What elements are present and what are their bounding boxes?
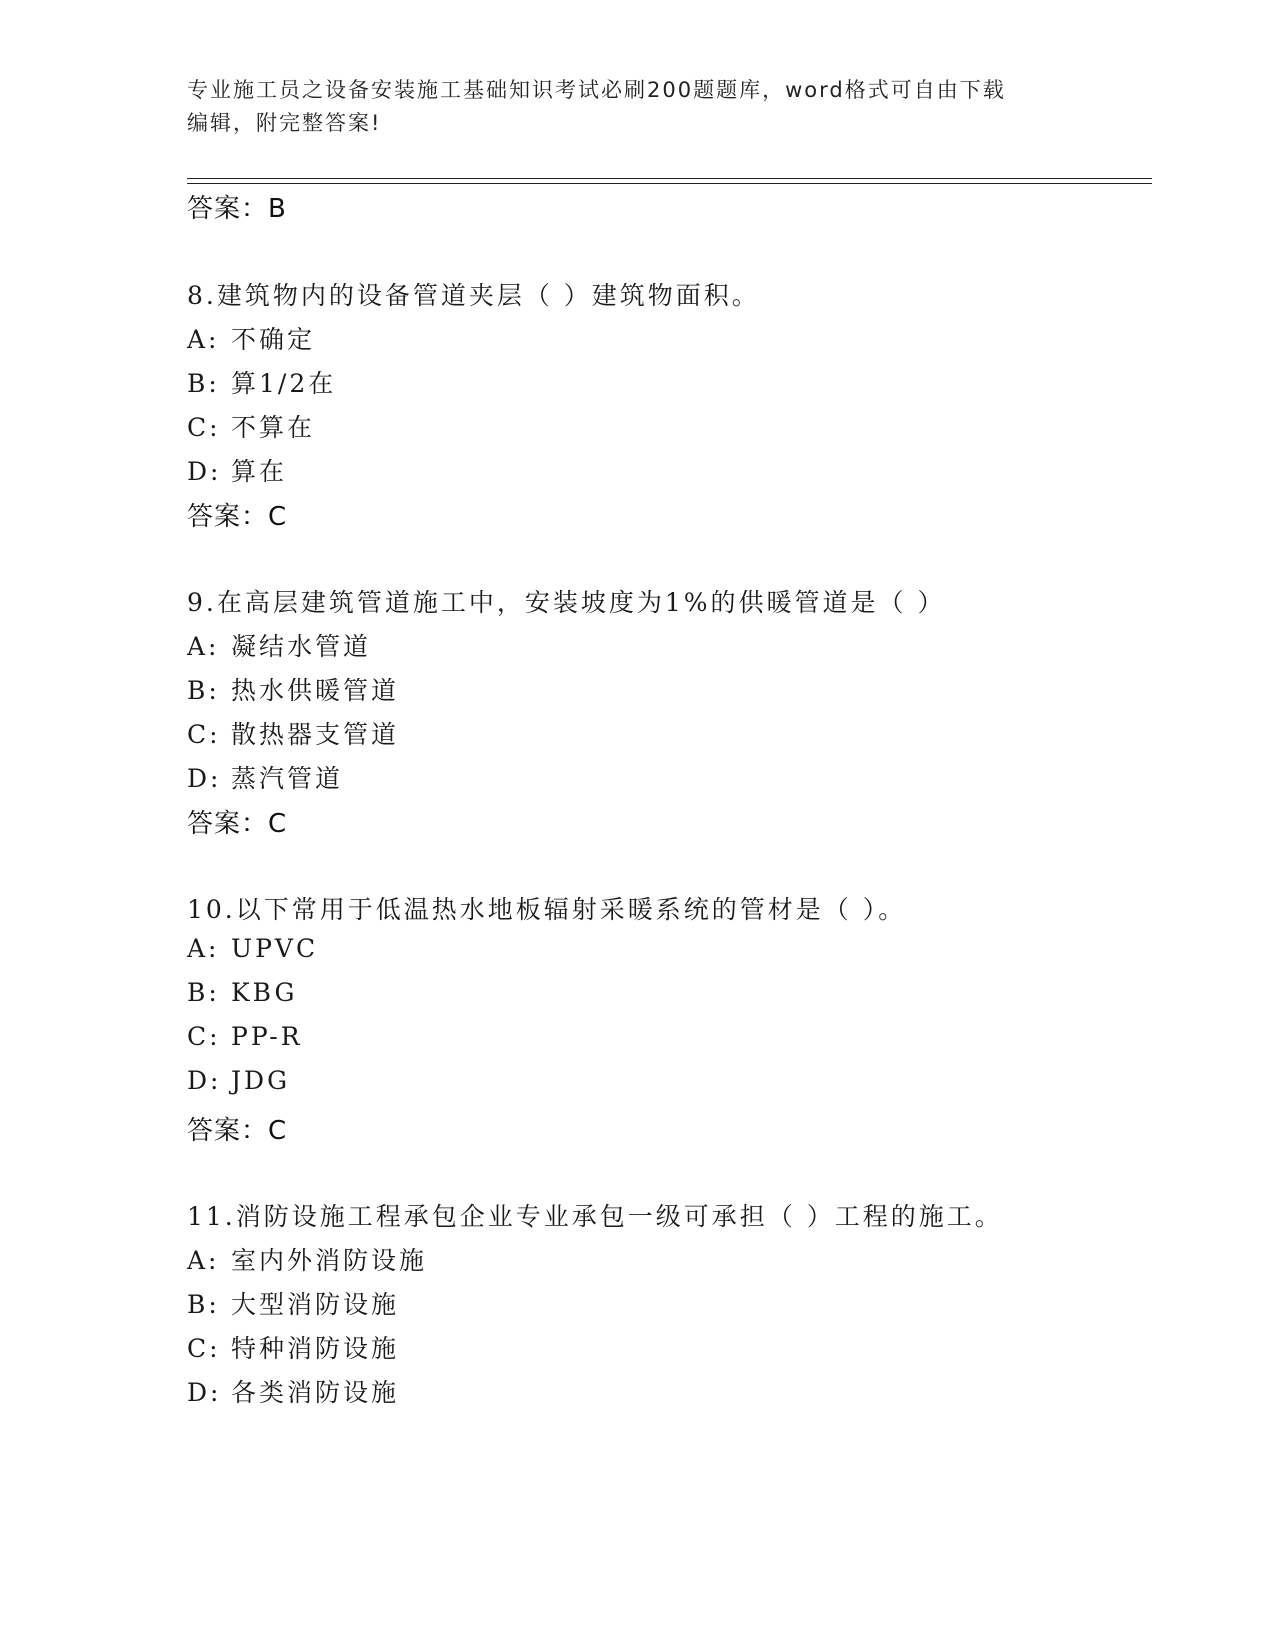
question-10-answer: 答案：C: [187, 1116, 288, 1146]
option-letter: C:: [187, 413, 221, 442]
header-divider-top: [187, 178, 1152, 179]
question-9-option-c: [187, 715, 399, 751]
option-letter: D:: [187, 1378, 222, 1407]
question-stem-8: 8.建筑物内的设备管道夹层（ ）建筑物面积。: [187, 281, 760, 310]
option-letter: A:: [187, 934, 220, 963]
option-text: 大型消防设施: [231, 1290, 400, 1319]
option-text: 算在: [231, 457, 288, 486]
question-8-answer: 答案：C: [187, 502, 288, 532]
question-stem-11: 11.消防设施工程承包企业专业承包一级可承担（ ）工程的施工。: [187, 1202, 1003, 1231]
question-11-option-c: [187, 1329, 399, 1365]
option-text: PP-R: [231, 1022, 303, 1051]
option-text: 特种消防设施: [231, 1334, 400, 1363]
option-letter: B:: [187, 978, 220, 1007]
option-text: 蒸汽管道: [231, 764, 344, 793]
option-text: 不确定: [231, 325, 316, 354]
option-letter: B:: [187, 1290, 220, 1319]
question-8-option-d: [187, 452, 287, 488]
option-text: KBG: [231, 978, 298, 1007]
question-9-option-d: [187, 759, 343, 795]
option-text: 算1/2在: [231, 369, 337, 398]
option-letter: D:: [187, 1066, 222, 1095]
option-letter: A:: [187, 1246, 220, 1275]
question-8-option-a: [187, 320, 315, 356]
question-10-option-a: [187, 934, 318, 963]
option-letter: C:: [187, 720, 221, 749]
option-letter: D:: [187, 457, 222, 486]
option-text: JDG: [231, 1066, 291, 1095]
option-text: 热水供暖管道: [231, 676, 400, 705]
question-11-option-a: [187, 1241, 427, 1277]
question-11-option-b: [187, 1285, 399, 1321]
option-letter: A:: [187, 325, 220, 354]
question-stem-9: 9.在高层建筑管道施工中，安装坡度为1%的供暖管道是（ ）: [187, 588, 946, 617]
previous-answer: 答案：B: [187, 194, 287, 224]
question-8-option-b: [187, 364, 336, 400]
option-letter: B:: [187, 676, 220, 705]
question-10-option-b: [187, 978, 297, 1007]
question-9-option-b: [187, 671, 399, 707]
option-letter: C:: [187, 1022, 221, 1051]
option-letter: B:: [187, 369, 220, 398]
option-letter: D:: [187, 764, 222, 793]
option-text: 各类消防设施: [231, 1378, 400, 1407]
question-stem-10: 10.以下常用于低温热水地板辐射采暖系统的管材是（ ）。: [187, 895, 907, 924]
option-text: 凝结水管道: [231, 632, 372, 661]
question-11-option-d: [187, 1373, 399, 1409]
option-text: UPVC: [231, 934, 319, 963]
question-8-option-c: [187, 408, 315, 444]
option-text: 不算在: [231, 413, 316, 442]
header-line-1: 专业施工员之设备安装施工基础知识考试必刷200题题库，word格式可自由下载: [187, 78, 1006, 102]
question-10-option-c: [187, 1022, 303, 1051]
header-line-2: 编辑，附完整答案!: [187, 111, 382, 135]
option-text: 室内外消防设施: [231, 1246, 428, 1275]
option-text: 散热器支管道: [231, 720, 400, 749]
option-letter: C:: [187, 1334, 221, 1363]
document-header: [187, 74, 1087, 140]
header-divider-bottom: [187, 183, 1152, 184]
question-10-option-d: [187, 1066, 290, 1095]
question-9-option-a: [187, 627, 371, 663]
option-letter: A:: [187, 632, 220, 661]
question-9-answer: 答案：C: [187, 809, 288, 839]
